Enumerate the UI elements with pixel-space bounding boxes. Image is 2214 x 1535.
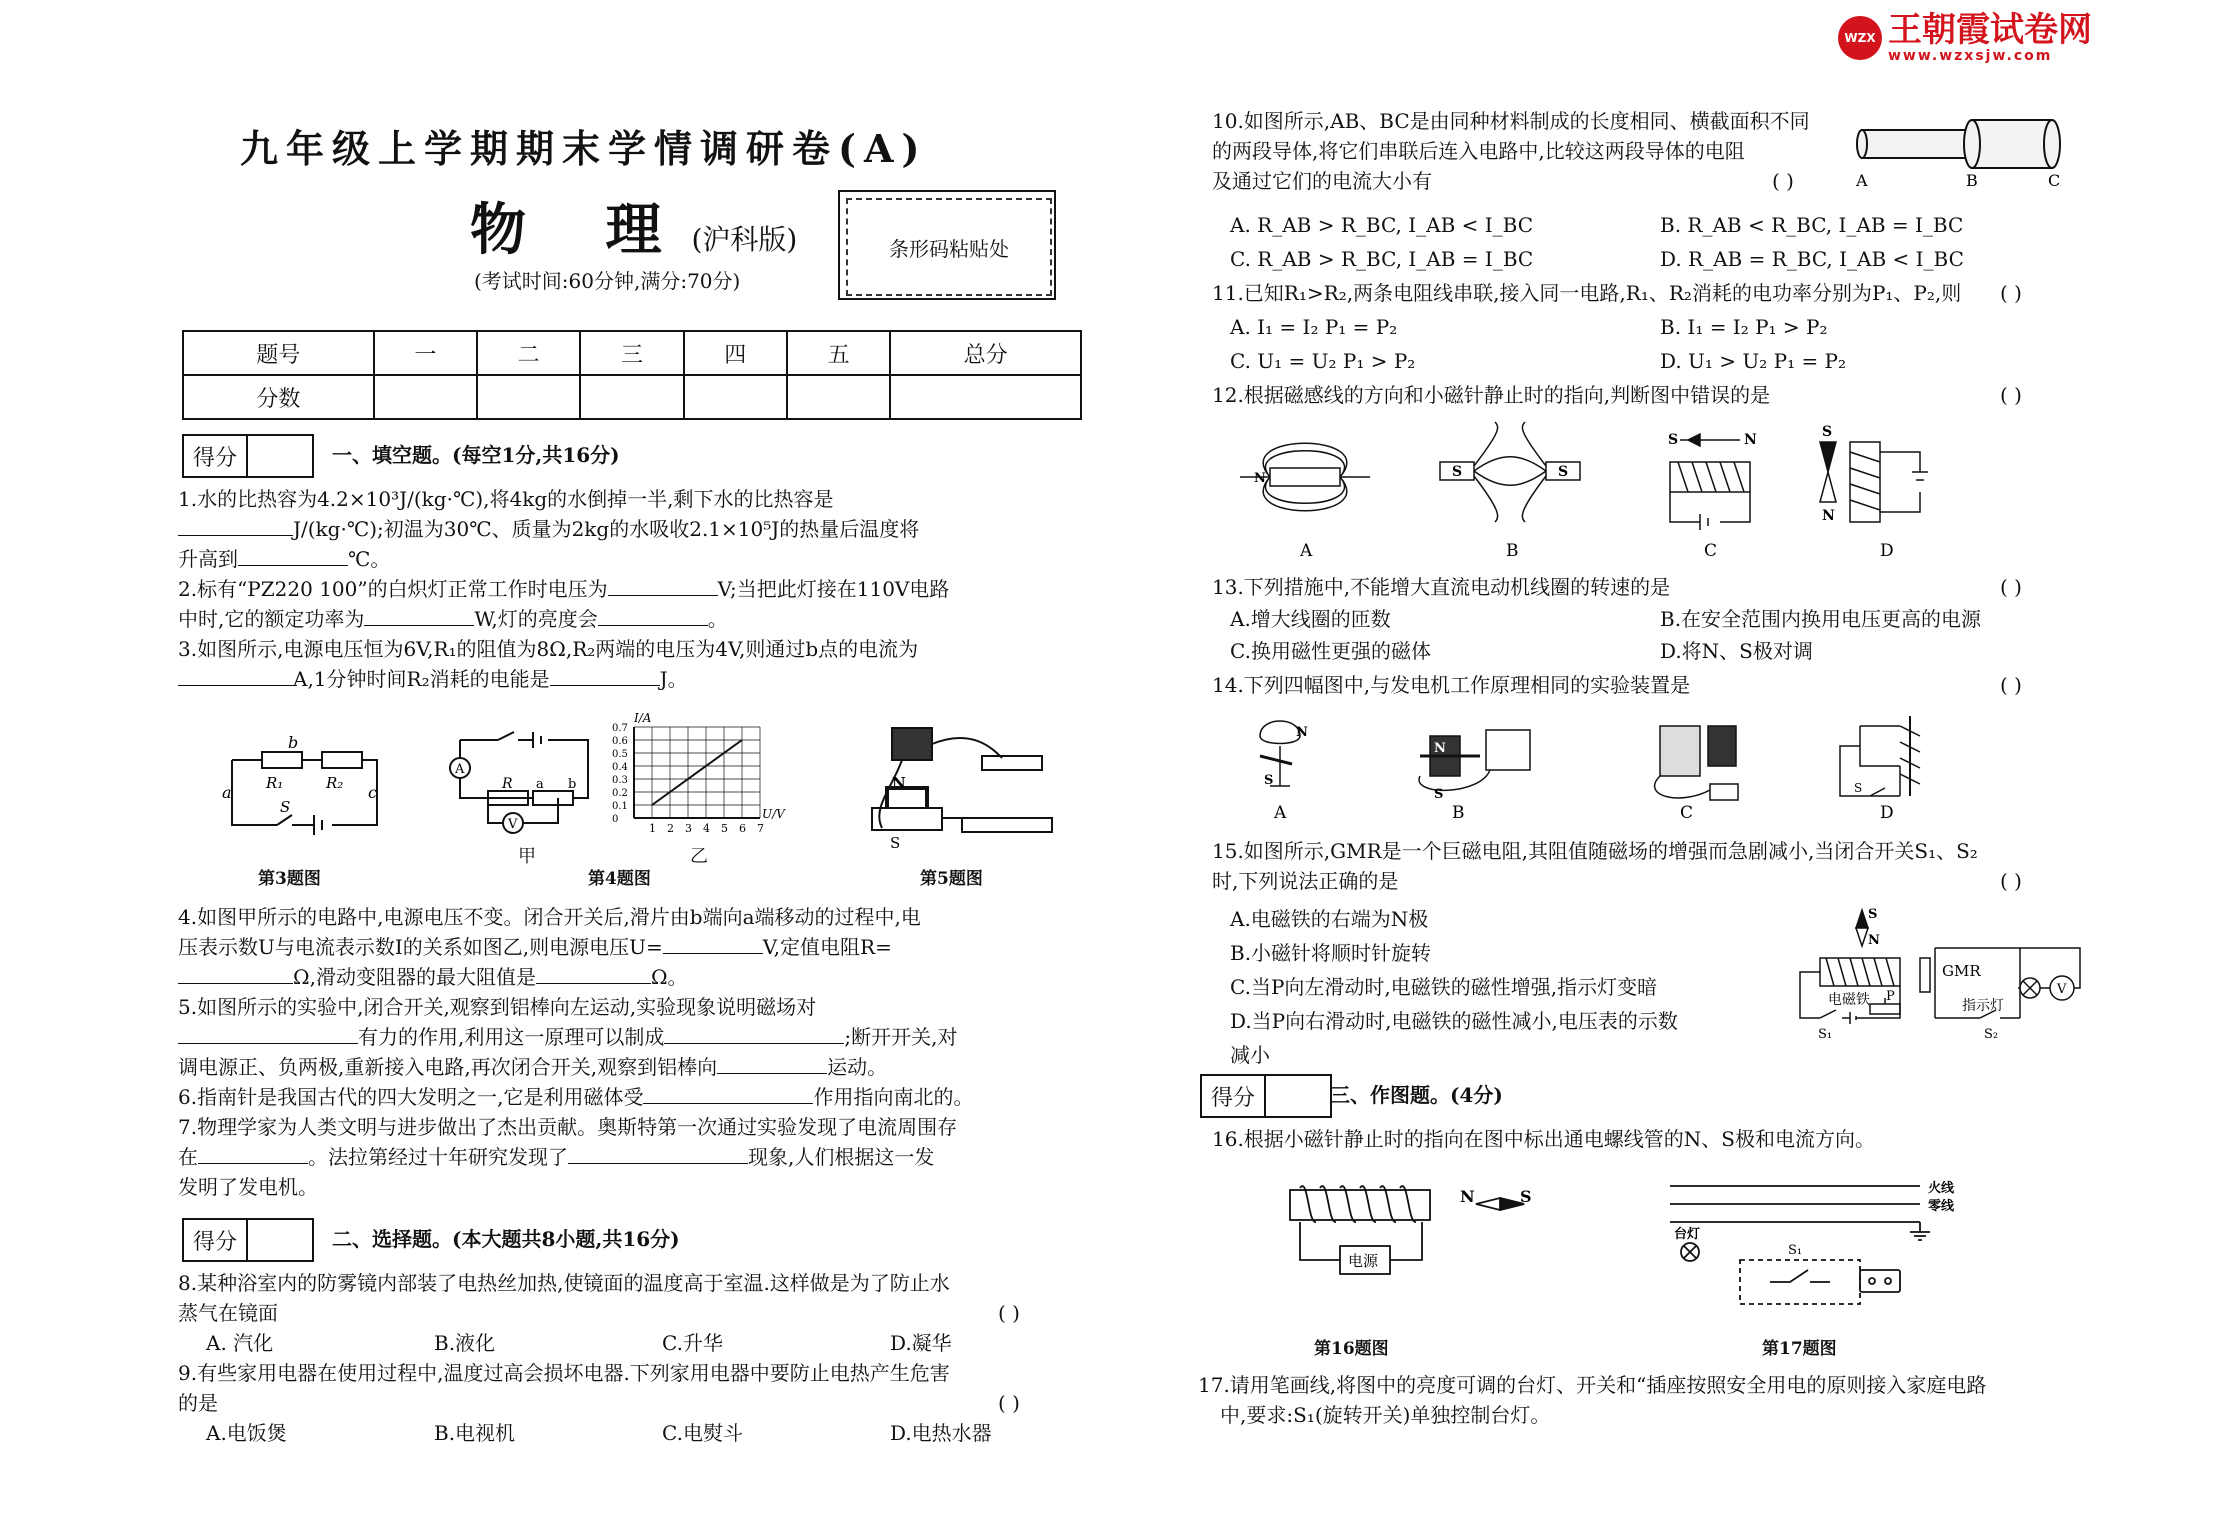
graph-xtick: 5 — [721, 822, 728, 835]
section1-title: 一、填空题。(每空1分,共16分) — [332, 443, 620, 467]
q15-gmr-circuit — [1790, 908, 2090, 1058]
q12-figures — [1230, 422, 1950, 562]
subject-heading — [470, 186, 797, 266]
q11-option-a: A. I₁ = I₂ P₁ = P₂ — [1230, 315, 1398, 339]
q15-line: 时,下列说法正确的是 ( ) — [1212, 866, 2092, 896]
q3-line: A,1分钟时间R₂消耗的电能是 J。 — [178, 664, 1078, 694]
q8-block — [178, 1268, 1078, 1358]
q14-figures — [1240, 706, 1940, 826]
q14-label-b: B — [1452, 803, 1465, 823]
graph-ylabel: I/A — [634, 711, 652, 725]
option-a: A.电饭煲 — [206, 1421, 287, 1445]
q14b-s: S — [1434, 787, 1444, 802]
score-table — [182, 330, 1082, 420]
q14-label-d: D — [1880, 803, 1894, 823]
graph-ytick: 0.3 — [612, 775, 628, 786]
q12c-s: S — [1668, 432, 1679, 448]
fig3-label-b: b — [288, 733, 299, 752]
option-c: C.升华 — [662, 1331, 723, 1355]
fig3-label-s: S — [280, 798, 291, 816]
graph-xtick: 6 — [739, 822, 746, 835]
q17-line: 中,要求:S₁(旋转开关)单独控制台灯。 — [1220, 1403, 1551, 1427]
q10-label-b: B — [1966, 171, 1978, 190]
q8-stem: 8.某种浴室内的防雾镜内部装了电热丝加热,使镜面的温度高于室温.这样做是为了防止水 — [178, 1271, 950, 1295]
barcode-frame — [838, 190, 1056, 300]
q12-stem: 12.根据磁感线的方向和小磁针静止时的指向,判断图中错误的是 — [1212, 383, 1771, 407]
score-header: 一 — [374, 331, 477, 375]
fig3-circuit — [222, 730, 382, 840]
q10-conductor-figure — [1852, 110, 2072, 190]
q7-line: 7.物理学家为人类文明与进步做出了杰出贡献。奥斯特第一次通过实验发现了电流周围存 — [178, 1115, 958, 1139]
q17-line: 17.请用笔画线,将图中的亮度可调的台灯、开关和“插座按照安全用电的原则接入家庭电路 — [1198, 1373, 1987, 1397]
q10-option-c: C. R_AB > R_BC, I_AB = I_BC — [1230, 247, 1534, 271]
exam-title: 九年级上学期期末学情调研卷(A) — [240, 126, 928, 171]
q1-line: J/(kg·℃);初温为30℃、质量为2kg的水吸收2.1×10⁵J的热量后温度将 — [178, 514, 1078, 544]
score-box-value — [1266, 1076, 1330, 1116]
q5-line: 5.如图所示的实验中,闭合开关,观察到铝棒向左运动,实验现象说明磁场对 — [178, 995, 817, 1019]
score-cell — [477, 375, 580, 419]
score-box-value — [248, 1220, 312, 1260]
q15-option-c: C.当P向左滑动时,电磁铁的磁性增强,指示灯变暗 — [1230, 975, 1658, 999]
q15-s1-label: S₁ — [1818, 1027, 1833, 1042]
score-cell — [787, 375, 890, 419]
fig5-s-label: S — [890, 834, 901, 852]
slider-a-label: a — [536, 777, 544, 792]
fig3-label-r2: R₂ — [326, 774, 344, 792]
option-b: B.液化 — [434, 1331, 496, 1355]
q1-line: 1.水的比热容为4.2×10³J/(kg·℃),将4kg的水倒掉一半,剩下水的比热容是 — [178, 487, 834, 511]
slider-b-label: b — [568, 777, 577, 792]
q9-block — [178, 1358, 1078, 1448]
q10-line: 的两段导体,将它们串联后连入电路中,比较这两段导体的电阻 — [1212, 139, 1745, 163]
score-cell — [684, 375, 787, 419]
q12c-n: N — [1744, 432, 1757, 448]
q13-option-a: A.增大线圈的匝数 — [1230, 607, 1391, 631]
graph-xlabel: U/V — [762, 807, 785, 821]
q5-line: 有力的作用,利用这一原理可以制成 ;断开开关,对 — [178, 1022, 1078, 1052]
option-d: D.电热水器 — [890, 1421, 992, 1445]
fig3-label-c: c — [368, 783, 377, 802]
q15-block — [1212, 836, 2092, 896]
fig3-caption: 第3题图 — [258, 869, 321, 889]
q12a-n: N — [1254, 471, 1266, 486]
section1-score-box — [182, 434, 314, 478]
graph-ytick: 0.6 — [612, 736, 628, 747]
fig17-caption: 第17题图 — [1762, 1339, 1837, 1359]
score-header: 四 — [684, 331, 787, 375]
q9-stem: 9.有些家用电器在使用过程中,温度过高会损坏电器.下列家用电器中要防止电热产生危害 — [178, 1361, 950, 1385]
q13-option-b: B.在安全范围内换用电压更高的电源 — [1660, 607, 1982, 631]
graph-xtick: 1 — [649, 822, 656, 835]
score-header: 题号 — [183, 331, 374, 375]
fig17-live-label: 火线 — [1928, 1181, 1955, 1196]
q7-line: 在 。法拉第经过十年研究发现了 现象,人们根据这一发 — [178, 1145, 935, 1169]
brand-name: 王朝霞试卷网 — [1888, 10, 2092, 50]
fig4-graph — [610, 711, 785, 848]
q14-label-c: C — [1680, 803, 1694, 823]
q11-option-d: D. U₁ > U₂ P₁ = P₂ — [1660, 349, 1847, 373]
section1-block-b — [178, 902, 1078, 1202]
q10-option-b: B. R_AB < R_BC, I_AB = I_BC — [1660, 213, 1964, 237]
q7-line: 发明了发电机。 — [178, 1175, 318, 1199]
q2-line: 中时,它的额定功率为 W,灯的亮度会 。 — [178, 607, 728, 631]
graph-ytick: 0.5 — [612, 749, 628, 760]
q1-line: 升高到 ℃。 — [178, 547, 391, 571]
q12d-n: N — [1822, 508, 1835, 524]
section1-block-a — [178, 484, 1078, 694]
q3-line: 3.如图所示,电源电压恒为6V,R₁的阻值为8Ω,R₂两端的电压为4V,则通过b点的电流为 — [178, 637, 919, 661]
graph-xtick: 2 — [667, 822, 674, 835]
q16-stem: 16.根据小磁针静止时的指向在图中标出通电螺线管的N、S极和电流方向。 — [1212, 1127, 1876, 1151]
q13-option-c: C.换用磁性更强的磁体 — [1230, 639, 1431, 663]
q11-stem: 11.已知R₁>R₂,两条电阻线串联,接入同一电路,R₁、R₂消耗的电功率分别为P₁、P₂,则 — [1212, 281, 1962, 305]
q10-line: 10.如图所示,AB、BC是由同种材料制成的长度相同、横截面积不同 — [1212, 109, 1810, 133]
graph-data-line — [652, 740, 742, 805]
score-row-label: 分数 — [183, 375, 374, 419]
fig16-s-label: S — [1520, 1187, 1532, 1206]
q14d-s: S — [1854, 781, 1863, 795]
q14-paren: ( ) — [2000, 673, 2022, 697]
q2-line: 2.标有“PZ220 100”的白炽灯正常工作时电压为 V;当把此灯接在110V电路 — [178, 577, 950, 601]
q4-line: 4.如图甲所示的电路中,电源电压不变。闭合开关后,滑片由b端向a端移动的过程中,电 — [178, 905, 921, 929]
score-box-label: 得分 — [184, 436, 248, 476]
q15-s2-label: S₂ — [1984, 1027, 1999, 1042]
graph-ytick: 0.4 — [612, 762, 628, 773]
section3-score-box — [1200, 1074, 1332, 1118]
q15-s-label: S — [1868, 907, 1878, 922]
q13-option-d: D.将N、S极对调 — [1660, 639, 1813, 663]
q14b-n: N — [1434, 741, 1446, 756]
q14a-n: N — [1296, 725, 1308, 740]
barcode-area: 条形码粘贴处 — [846, 198, 1052, 296]
score-header: 总分 — [890, 331, 1081, 375]
q14a-s: S — [1264, 773, 1274, 788]
q10-block — [1212, 106, 1832, 196]
graph-xtick: 4 — [703, 822, 710, 835]
fig3-label-r1: R₁ — [266, 774, 284, 792]
q8-options — [178, 1328, 1078, 1358]
graph-xtick: 3 — [685, 822, 692, 835]
q15-option-a: A.电磁铁的右端为N极 — [1230, 907, 1429, 931]
score-cell — [374, 375, 477, 419]
fig17-s1-label: S₁ — [1788, 1243, 1803, 1258]
brand-badge-icon: WZX — [1838, 16, 1882, 60]
q15-option-b: B.小磁针将顺时针旋转 — [1230, 941, 1432, 965]
fig16-n-label: N — [1460, 1187, 1475, 1206]
fig17-household-circuit — [1660, 1170, 1960, 1320]
score-header: 二 — [477, 331, 580, 375]
fig16-solenoid — [1280, 1180, 1540, 1290]
option-b: B.电视机 — [434, 1421, 516, 1445]
graph-xtick: 7 — [757, 822, 764, 835]
q12-label-d: D — [1880, 541, 1894, 561]
fig4-caption: 第4题图 — [588, 869, 651, 889]
q11-option-c: C. U₁ = U₂ P₁ > P₂ — [1230, 349, 1416, 373]
section3-title: 三、作图题。(4分) — [1330, 1083, 1503, 1107]
q13-stem: 13.下列措施中,不能增大直流电动机线圈的转速的是 — [1212, 575, 1671, 599]
q10-line: 及通过它们的电流大小有 ( ) — [1212, 166, 1832, 196]
fig4-circuit — [448, 728, 598, 838]
graph-ytick: 0.2 — [612, 788, 628, 799]
resistor-label: R — [502, 776, 513, 792]
q4-line: 压表示数U与电流表示数I的关系如图乙,则电源电压U= V,定值电阻R= — [178, 935, 892, 959]
q15-option-d-cont: 减小 — [1230, 1043, 1270, 1067]
graph-ytick: 0.7 — [612, 723, 628, 734]
score-cell — [580, 375, 683, 419]
q15-p-label: P — [1886, 989, 1895, 1004]
score-header-row — [183, 331, 1081, 375]
section2-title: 二、选择题。(本大题共8小题,共16分) — [332, 1227, 680, 1251]
q10-label-a: A — [1856, 171, 1868, 190]
fig5-caption: 第5题图 — [920, 869, 983, 889]
q11-option-b: B. I₁ = I₂ P₁ > P₂ — [1660, 315, 1828, 339]
q14-label-a: A — [1274, 803, 1287, 823]
fig4-sub-jia: 甲 — [518, 846, 536, 867]
graph-ytick: 0.1 — [612, 801, 628, 812]
q10-paren: ( ) — [1772, 169, 1794, 193]
q10-label-c: C — [2048, 171, 2061, 190]
q12b-s1: S — [1452, 464, 1463, 480]
fig17-lamp-label: 台灯 — [1674, 1227, 1701, 1242]
option-d: D.凝华 — [890, 1331, 952, 1355]
q15-option-d: D.当P向右滑动时,电磁铁的磁性减小,电压表的示数 — [1230, 1009, 1678, 1033]
subject-name: 物 理 — [470, 197, 692, 263]
q5-line: 调电源正、负两极,重新接入电路,再次闭合开关,观察到铝棒向 运动。 — [178, 1055, 888, 1079]
voltmeter-label: V — [508, 817, 518, 832]
q6-line: 6.指南针是我国古代的四大发明之一,它是利用磁体受 作用指向南北的。 — [178, 1085, 974, 1109]
edition-label: (沪科版) — [691, 223, 798, 256]
ammeter-label: A — [455, 762, 465, 777]
score-box-label: 得分 — [1202, 1076, 1266, 1116]
q12b-s2: S — [1558, 464, 1569, 480]
q9-paren: ( ) — [998, 1391, 1020, 1415]
q14-stem: 14.下列四幅图中,与发电机工作原理相同的实验装置是 — [1212, 673, 1691, 697]
score-box-value — [248, 436, 312, 476]
q17-block — [1198, 1370, 2098, 1430]
score-header: 五 — [787, 331, 890, 375]
fig17-neutral-label: 零线 — [1928, 1199, 1955, 1214]
q10-option-d: D. R_AB = R_BC, I_AB < I_BC — [1660, 247, 1964, 271]
fig3-label-a: a — [222, 783, 232, 802]
q9-options — [178, 1418, 1078, 1448]
q13-paren: ( ) — [2000, 575, 2022, 599]
q15-em-label: 电磁铁 — [1828, 992, 1870, 1008]
q15-line: 15.如图所示,GMR是一个巨磁电阻,其阻值随磁场的增强而急剧减小,当闭合开关S₁、S₂ — [1212, 839, 1978, 863]
fig5-apparatus — [862, 718, 1062, 852]
q15-n-label: N — [1868, 933, 1880, 948]
q12-label-b: B — [1506, 541, 1519, 561]
option-c: C.电熨斗 — [662, 1421, 743, 1445]
q12-paren: ( ) — [2000, 383, 2022, 407]
q12-label-a: A — [1300, 541, 1313, 561]
q12-label-c: C — [1704, 541, 1718, 561]
fig5-n-label: N — [892, 774, 906, 792]
q8-stem2: 蒸气在镜面 ( ) — [178, 1298, 1078, 1328]
score-box-label: 得分 — [184, 1220, 248, 1260]
fig4-sub-yi: 乙 — [690, 846, 708, 867]
option-a: A. 汽化 — [206, 1331, 274, 1355]
q4-line: Ω,滑动变阻器的最大阻值是 Ω。 — [178, 962, 1078, 992]
score-cell — [890, 375, 1081, 419]
q8-paren: ( ) — [998, 1301, 1020, 1325]
graph-ytick: 0 — [612, 814, 619, 825]
exam-info: (考试时间:60分钟,满分:70分) — [474, 269, 741, 293]
score-header: 三 — [580, 331, 683, 375]
q15-v-label: V — [2057, 982, 2067, 997]
q15-paren: ( ) — [2000, 869, 2022, 893]
brand-url: www.wzxsjw.com — [1888, 48, 2053, 64]
fig16-power-label: 电源 — [1348, 1252, 1379, 1270]
q15-options — [1230, 902, 1770, 1072]
q11-paren: ( ) — [2000, 281, 2022, 305]
q15-gmr-label: GMR — [1942, 962, 1981, 980]
q10-option-a: A. R_AB > R_BC, I_AB < I_BC — [1230, 213, 1534, 237]
watermark — [1838, 12, 2092, 64]
fig16-caption: 第16题图 — [1314, 1339, 1389, 1359]
q15-lamp-label: 指示灯 — [1962, 998, 2004, 1014]
q9-stem2: 的是 ( ) — [178, 1388, 1078, 1418]
score-value-row — [183, 375, 1081, 419]
q12d-s: S — [1822, 424, 1833, 440]
section2-score-box — [182, 1218, 314, 1262]
